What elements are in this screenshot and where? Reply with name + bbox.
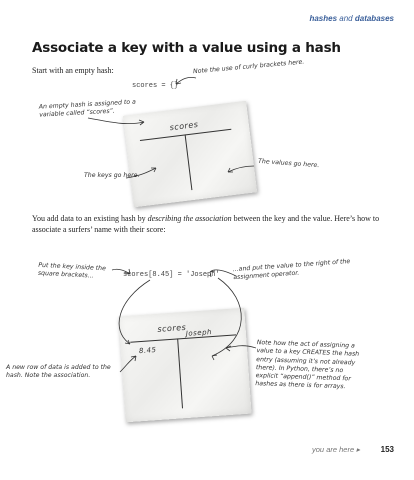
note-values: The values go here. [257,157,320,170]
table-top-line [130,334,236,342]
footer-label: you are here [312,445,355,454]
para-after: between the key and the value. Here’s how to associate a surfers’ name with their score: [32,214,380,234]
note-empty-hash: An empty hash is assigned to a variable called “scores”. [38,98,137,119]
note-put-value: ...and put the value to the right of the assignment operator. [232,257,351,282]
para-emph: describing the association [147,214,232,223]
footer-you-are-here [312,445,360,454]
footer-marker: ▸ [356,445,360,454]
note-new-row: A new row of data is added to the hash. Note the association. [6,364,111,380]
section-tag [309,14,394,23]
hash-key-cell: 8.45 [138,345,157,356]
section-and: and [339,14,353,23]
table-center-line [177,338,183,408]
section-sub: databases [354,14,394,23]
arrow-curly [176,77,196,84]
section-main: hashes [309,14,338,23]
napkin-empty-hash [123,101,257,207]
intro-text: Start with an empty hash: [32,66,114,75]
page-title: Associate a key with a value using a hash [32,40,341,56]
napkin-populated-hash [118,308,251,423]
note-curly-brackets: Note the use of curly brackets here. [192,58,305,76]
page-number: 153 [380,445,394,454]
napkin-title: scores [157,322,187,334]
code-assignment: scores[8.45] = 'Joseph' [123,271,220,279]
napkin-title: scores [169,119,199,133]
para-before: You add data to an existing hash by [32,214,148,223]
hash-value-cell: Joseph [185,328,213,338]
code-empty-hash: scores = {} [132,82,179,90]
note-creates-entry: Note how the act of assigning a value to a key CREATES the hash entry (assuming it’s not already there). In Python, there’s no explicit “append()” method for hashes as there is for arrays. [255,339,360,391]
note-keys: The keys go here. [84,172,140,179]
explanation-paragraph [32,214,392,235]
table-center-line [185,134,193,190]
note-put-key: Put the key inside the square brackets... [37,261,107,280]
